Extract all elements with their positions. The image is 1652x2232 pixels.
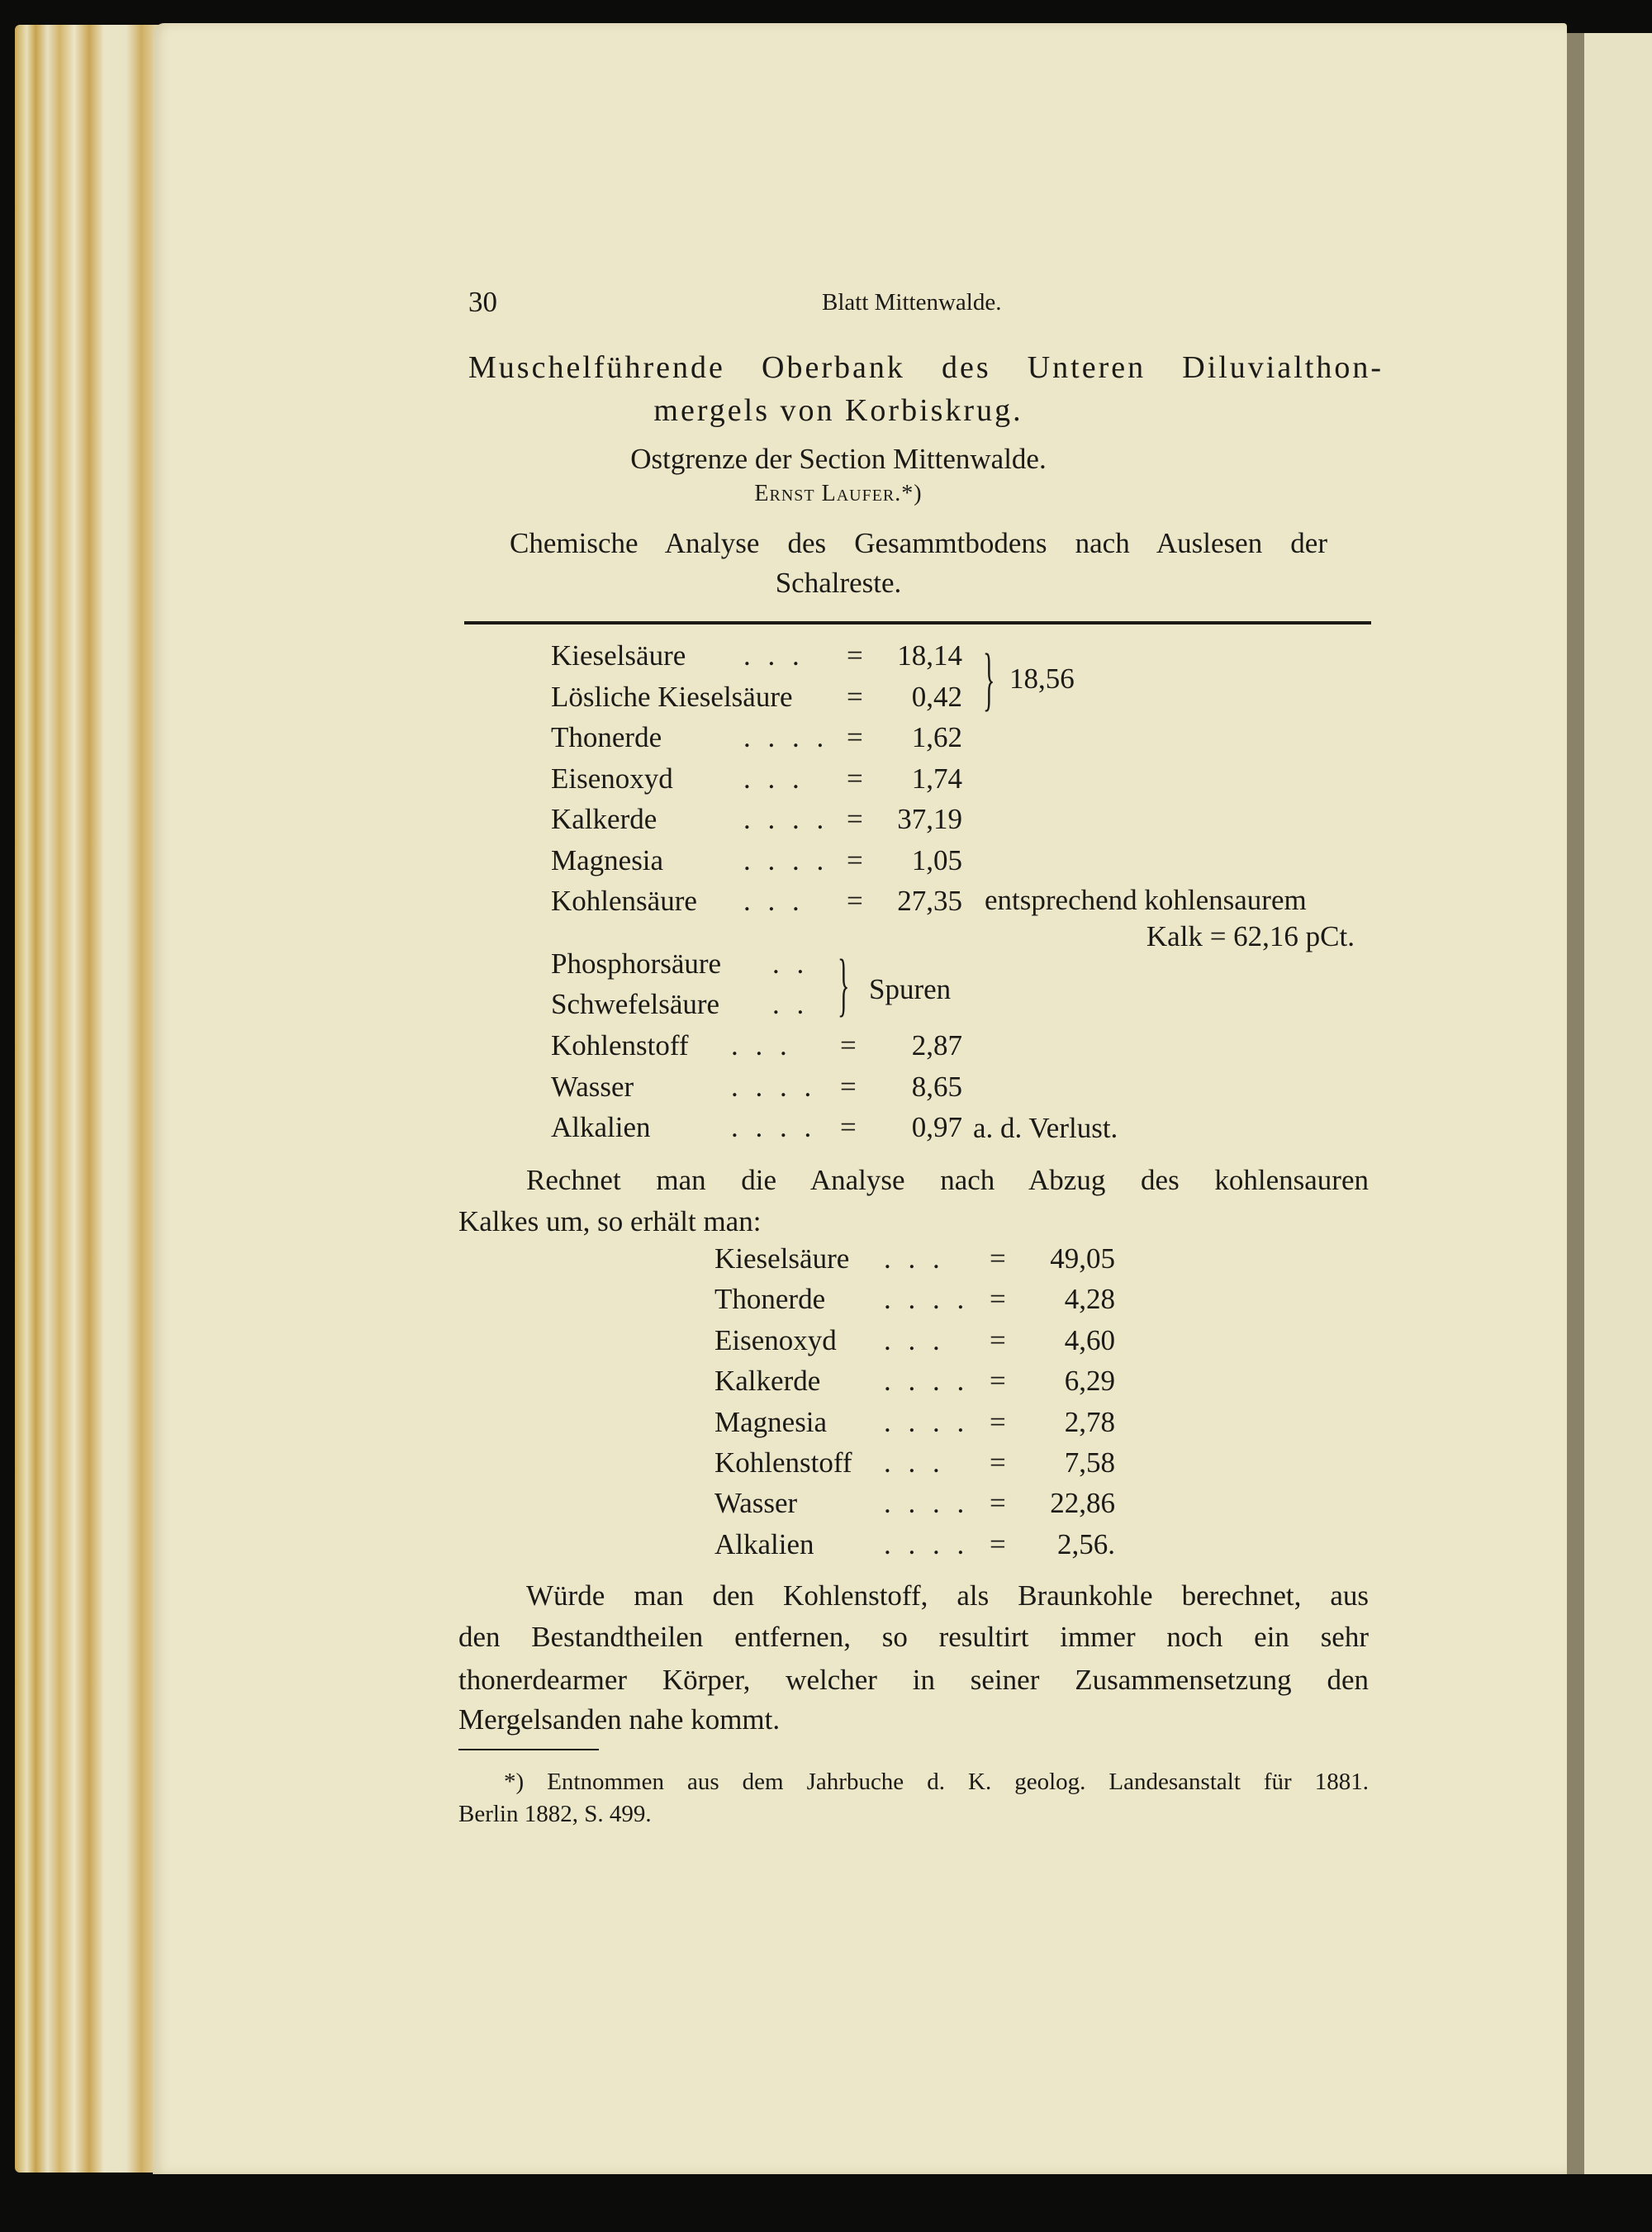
row-value: 1,62 [911,721,962,753]
row-equals: = [847,803,863,835]
row-equals: = [847,885,863,917]
row-equals: = [990,1446,1006,1479]
para2-line-2: den Bestandtheilen entfernen, so resultirt immer noch ein sehr [458,1621,1369,1653]
brace-icon: } [983,639,995,718]
page-edges [15,25,164,2173]
para2-line-3: thonerdearmer Körper, welcher in seiner Zusammensetzung den [458,1664,1369,1696]
silica-sum: 18,56 [1009,662,1075,695]
row-equals: = [990,1323,1006,1356]
row-label: Eisenoxyd [714,1323,837,1356]
book-gutter [1567,33,1585,2174]
row-label: Lösliche Kieselsäure [551,680,793,713]
row-leader-dots: . . [772,947,809,980]
running-title: Blatt Mittenwalde. [822,289,1002,316]
row-equals: = [840,1111,857,1143]
brace-icon: } [838,944,850,1023]
footnote-rule [458,1749,599,1750]
row-leader-dots: . . . [731,1029,792,1061]
para2-line-1: Würde man den Kohlenstoff, als Braunkohle berechnet, aus [526,1579,1369,1612]
title-line-1: Muschelführende Oberbank des Unteren Diluvialthon- [468,350,1384,385]
para2-line-4: Mergelsanden nahe kommt. [458,1703,781,1736]
row-value: 8,65 [911,1070,962,1103]
row-value: 0,42 [911,680,962,713]
row-label: Kieselsäure [714,1242,850,1275]
subtitle-line-2: Schalreste. [775,567,902,599]
row-equals: = [990,1527,1006,1560]
subtitle-line-1: Chemische Analyse des Gesammtbodens nach Auslesen der [510,527,1327,559]
facing-page-edge [1584,33,1652,2174]
row-equals: = [847,680,863,713]
row-value: 1,74 [911,762,962,795]
row-leader-dots: . . . . [884,1527,970,1560]
row-equals: = [840,1029,857,1061]
author: Ernst Laufer.*) [754,481,923,506]
row-equals: = [990,1487,1006,1520]
row-leader-dots: . . . . [884,1283,970,1316]
row-value: 2,87 [911,1029,962,1061]
row-value: 18,14 [897,639,962,672]
row-equals: = [840,1070,857,1103]
carbonate-note-line-1: entsprechend kohlensaurem [985,884,1307,916]
row-value: 4,28 [1064,1283,1115,1316]
row-equals: = [990,1283,1006,1316]
row-leader-dots: . . . . [884,1405,970,1438]
alkali-note: a. d. Verlust. [973,1112,1118,1144]
row-value: 49,05 [1050,1242,1115,1275]
row-leader-dots: . . . [884,1323,945,1356]
row-label: Thonerde [551,721,662,753]
row-leader-dots: . . . . [884,1365,970,1398]
row-equals: = [847,639,863,672]
row-leader-dots: . . . [743,762,805,795]
row-label: Thonerde [714,1283,826,1316]
row-value: 37,19 [897,803,962,835]
row-label: Wasser [714,1487,798,1520]
row-label: Kieselsäure [551,639,686,672]
row-equals: = [990,1365,1006,1398]
row-leader-dots: . . . . [884,1487,970,1520]
para1-line-2: Kalkes um, so erhält man: [458,1205,762,1237]
row-equals: = [847,721,863,753]
row-label: Alkalien [714,1527,814,1560]
carbonate-note-line-2: Kalk = 62,16 pCt. [1146,920,1355,952]
row-equals: = [990,1405,1006,1438]
row-label: Magnesia [551,843,664,876]
row-label: Kalkerde [714,1365,821,1398]
row-equals: = [847,843,863,876]
row-label: Magnesia [714,1405,828,1438]
row-leader-dots: . . . [884,1446,945,1479]
row-leader-dots: . . . . [743,843,829,876]
row-value: 4,60 [1064,1323,1115,1356]
footnote-line-1: *) Entnommen aus dem Jahrbuche d. K. geolog. Landesanstalt für 1881. [504,1769,1369,1795]
row-label: Schwefelsäure [551,988,720,1020]
row-label: Kohlensäure [551,885,697,917]
row-value: 7,58 [1064,1446,1115,1479]
row-value: 1,05 [911,843,962,876]
row-leader-dots: . . . . [743,803,829,835]
row-label: Kohlenstoff [551,1029,689,1061]
row-leader-dots: . . . [884,1242,945,1275]
row-label: Phosphorsäure [551,947,722,980]
row-value: 2,56. [1057,1527,1115,1560]
traces-value: Spuren [869,973,952,1005]
row-leader-dots: . . . . [731,1111,817,1143]
row-label: Eisenoxyd [551,762,673,795]
footnote-line-2: Berlin 1882, S. 499. [458,1801,652,1827]
row-value: 0,97 [911,1111,962,1143]
para1-line-1: Rechnet man die Analyse nach Abzug des kohlensauren [526,1164,1369,1196]
row-value: 6,29 [1064,1365,1115,1398]
row-value: 2,78 [1064,1405,1115,1438]
row-value: 27,35 [897,885,962,917]
row-label: Wasser [551,1070,634,1103]
page-number: 30 [468,286,497,318]
row-label: Kalkerde [551,803,657,835]
row-value: 22,86 [1050,1487,1115,1520]
row-leader-dots: . . [772,988,809,1020]
row-leader-dots: . . . . [743,721,829,753]
row-leader-dots: . . . [743,639,805,672]
row-equals: = [847,762,863,795]
location: Ostgrenze der Section Mittenwalde. [630,443,1047,475]
row-leader-dots: . . . . [731,1070,817,1103]
title-line-2: mergels von Korbiskrug. [653,393,1023,428]
row-label: Alkalien [551,1111,651,1143]
table-rule [464,621,1371,624]
row-leader-dots: . . . [743,885,805,917]
row-label: Kohlenstoff [714,1446,852,1479]
row-equals: = [990,1242,1006,1275]
